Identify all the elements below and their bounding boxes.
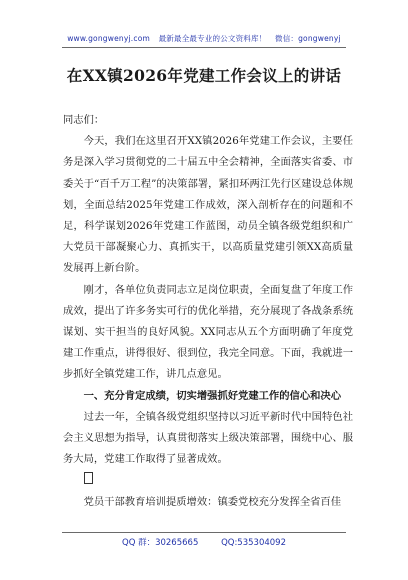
placeholder-box-line: [63, 470, 353, 491]
greeting: 同志们：: [63, 114, 105, 126]
page-header: [0, 33, 408, 44]
document-body: [63, 110, 353, 513]
footer-qq-group: QQ 群：30265665: [122, 538, 199, 548]
header-wechat: 微信：gongwenyj: [275, 34, 341, 43]
footer-divider: [62, 532, 346, 533]
header-site[interactable]: www.gongwenyj.com: [67, 34, 150, 43]
header-divider: [62, 47, 346, 48]
empty-box-icon: [84, 472, 93, 484]
section-paragraph: 过去一年，全镇各级党组织坚持以习近平新时代中国特色社会主义思想为指导，认真贯彻落实上级决策部署，围绕中心、服务大局，党建工作取得了显著成效。: [63, 410, 353, 466]
page-footer: [0, 536, 408, 548]
paragraph-1: 今天，我们在这里召开XX镇2026年党建工作会议，主要任务是深入学习贯彻党的二十届五中全会精神，全面落实省委、市委关于“百千万工程”的决策部署，紧扣环两江先行区建设总体规划，全面总结2025年党建工作成效，深入剖析存在的问题和不足，科学谋划2026年党建工作蓝图，动员全镇各级党组织和广大党员干部凝聚心力、真抓实干，以高质量党建引领XX高质量发展再上新台阶。: [63, 135, 353, 275]
footer-qq: QQ:535304092: [221, 538, 286, 548]
document-title: 在XX镇2026年党建工作会议上的讲话: [66, 66, 342, 85]
section-heading: 一、充分肯定成绩，切实增强抓好党建工作的信心和决心: [83, 389, 342, 402]
last-line: 党员干部教育培训提质增效：镇委党校充分发挥全省百佳: [83, 495, 342, 508]
paragraph-2: 刚才，各单位负责同志立足岗位职责，全面复盘了年度工作成效，提出了许多务实可行的优化举措，充分展现了各战条系统谋划、实干担当的良好风貌。XX同志从五个方面明确了年度党建工作重点，讲得很好、很到位，我完全同意。下面，我就进一步抓好全镇党建工作，讲几点意见。: [63, 283, 353, 381]
header-slogan: 最新最全最专业的公文资料库！: [158, 34, 267, 43]
